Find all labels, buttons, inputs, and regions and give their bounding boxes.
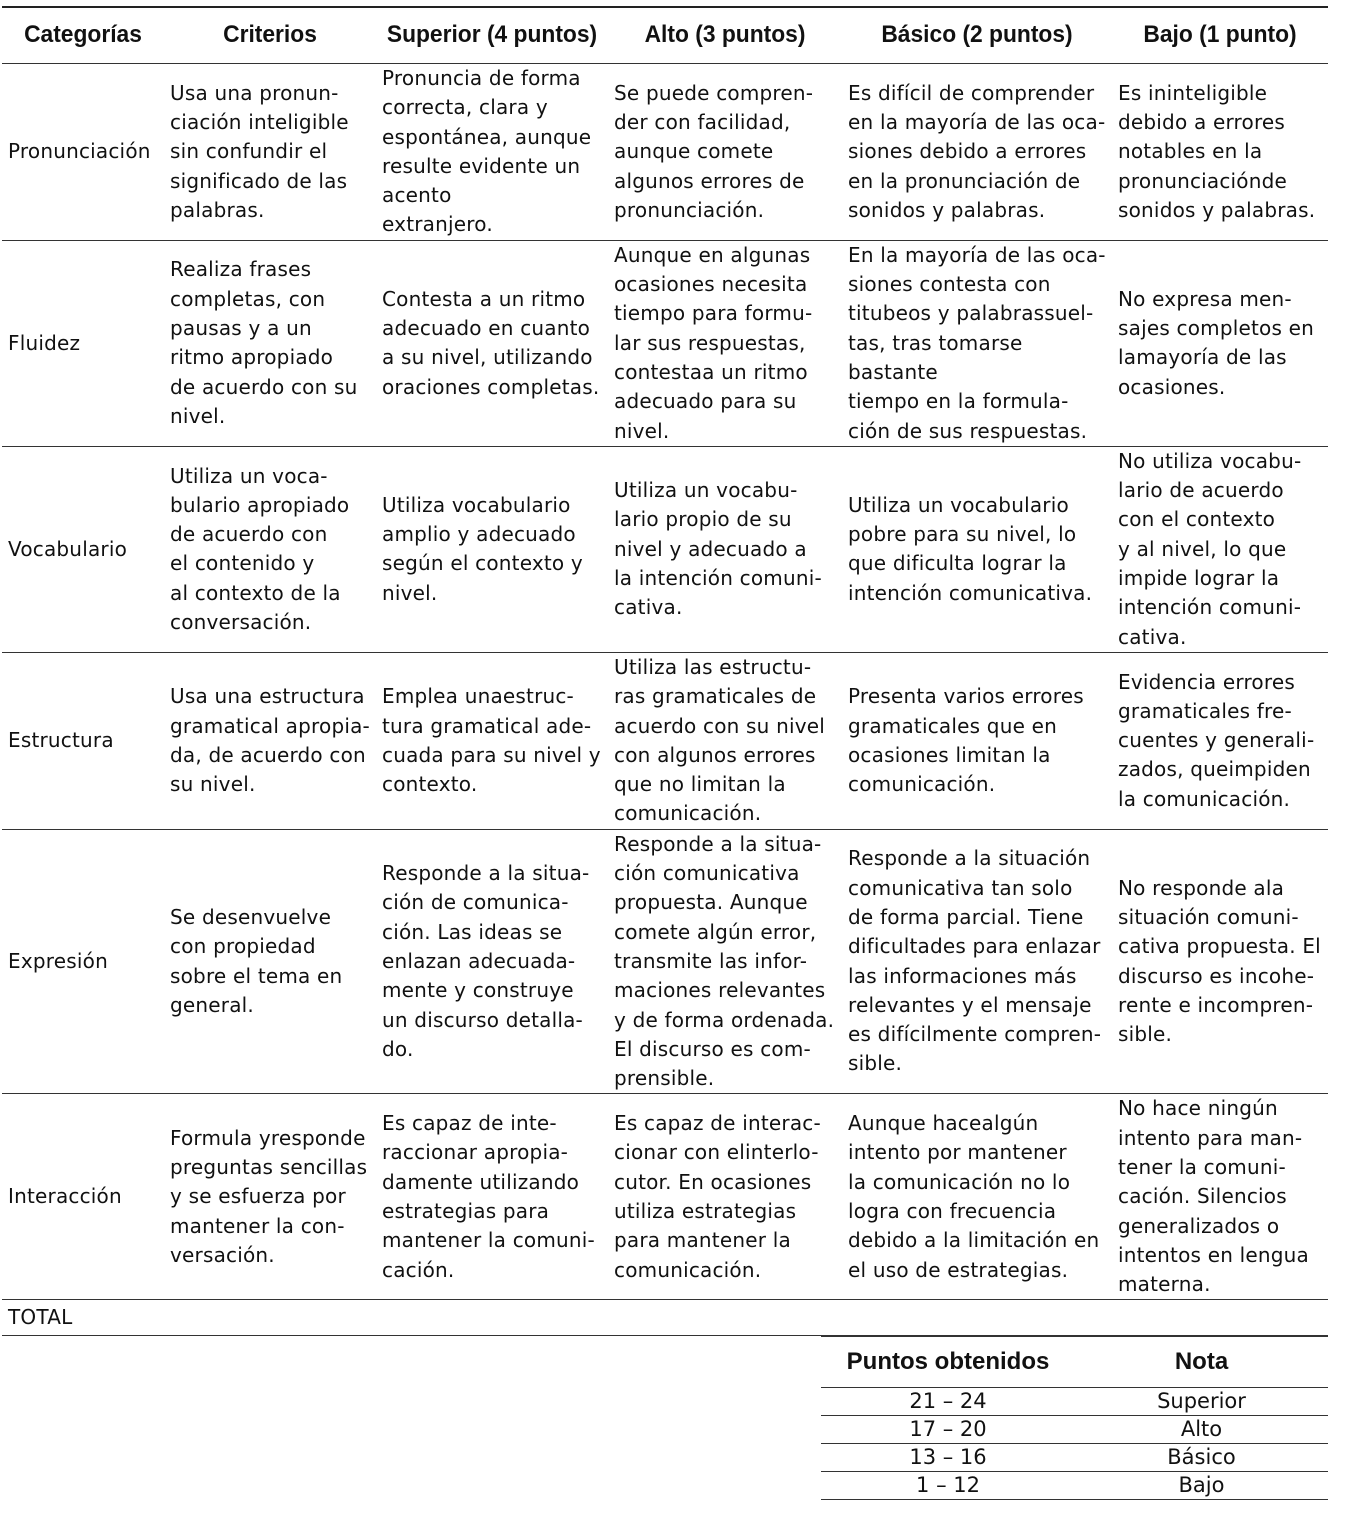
rubric-row (2, 1094, 1328, 1300)
criterion-cell: Usa una pronun- ciación inteligible sin confundir el significado de las palabras. (164, 64, 376, 241)
scale-header-points: Puntos obtenidos (821, 1337, 1075, 1388)
scale-row (821, 1388, 1328, 1416)
category-cell: Fluidez (2, 240, 164, 446)
criterion-cell: Contesta a un ritmo adecuado en cuanto a su nivel, utilizando oraciones completas. (376, 240, 608, 446)
scale-header-grade: Nota (1075, 1337, 1328, 1388)
category-cell: Expresión (2, 829, 164, 1094)
column-header: Básico (2 puntos) (849, 7, 1106, 64)
criterion-cell: Aunque en algunas ocasiones necesita tiempo para formu- lar sus respuestas, contestaa un ritmo adecuado para su nivel. (608, 240, 842, 446)
criterion-cell: Se desenvuelve con propiedad sobre el tema en general. (164, 829, 376, 1094)
criterion-cell: Utiliza un vocabulario pobre para su nivel, lo que dificulta lograr la intención comunicativa. (842, 446, 1112, 652)
criterion-cell: Es ininteligible debido a errores notables en la pronunciaciónde sonidos y palabras. (1112, 64, 1328, 241)
criterion-cell: No utiliza vocabu- lario de acuerdo con el contexto y al nivel, lo que impide lograr la intención comuni- cativa. (1112, 446, 1328, 652)
rubric-row (2, 652, 1328, 829)
scale-row (821, 1444, 1328, 1472)
header-row (2, 7, 1328, 64)
criterion-cell: Emplea unaestruc- tura gramatical ade- cuada para su nivel y contexto. (376, 652, 608, 829)
criterion-cell: Aunque hacealgún intento por mantener la comunicación no lo logra con frecuencia debido a la limitación en el uso de estrategias. (842, 1094, 1112, 1300)
criterion-cell: Responde a la situa- ción comunicativa propuesta. Aunque comete algún error, transmite las infor- maciones relevantes y de forma ordenada. El discurso es com- prensible. (608, 829, 842, 1094)
column-header: Categorías (6, 7, 160, 64)
total-value (164, 1300, 1328, 1336)
category-cell: Estructura (2, 652, 164, 829)
rubric-table (2, 7, 1328, 1336)
criterion-cell: No expresa men- sajes completos en lamayoría de las ocasiones. (1112, 240, 1328, 446)
criterion-cell: Presenta varios errores gramaticales que en ocasiones limitan la comunicación. (842, 652, 1112, 829)
scale-row (821, 1472, 1328, 1500)
points-range-cell: 13 – 16 (821, 1444, 1075, 1472)
grade-cell: Superior (1075, 1388, 1328, 1416)
scale-row (821, 1416, 1328, 1444)
category-cell: Vocabulario (2, 446, 164, 652)
column-header: Bajo (1 punto) (1117, 7, 1322, 64)
criterion-cell: Pronuncia de forma correcta, clara y espontánea, aunque resulte evidente un acento extranjero. (376, 64, 608, 241)
grade-cell: Alto (1075, 1416, 1328, 1444)
criterion-cell: Realiza frases completas, con pausas y a un ritmo apropiado de acuerdo con su nivel. (164, 240, 376, 446)
criterion-cell: Utiliza un voca- bulario apropiado de acuerdo con el contenido y al contexto de la conversación. (164, 446, 376, 652)
criterion-cell: No responde ala situación comuni- cativa propuesta. El discurso es incohe- rente e incompren- sible. (1112, 829, 1328, 1094)
total-row (2, 1300, 1328, 1336)
column-header: Alto (3 puntos) (614, 7, 836, 64)
rubric-row (2, 446, 1328, 652)
criterion-cell: Formula yresponde preguntas sencillas y se esfuerza por mantener la con- versación. (164, 1094, 376, 1300)
criterion-cell: Utiliza las estructu- ras gramaticales de acuerdo con su nivel con algunos errores que no limitan la comunicación. (608, 652, 842, 829)
grade-cell: Básico (1075, 1444, 1328, 1472)
criterion-cell: Es difícil de comprender en la mayoría de las oca- siones debido a errores en la pronunciación de sonidos y palabras. (842, 64, 1112, 241)
criterion-cell: Usa una estructura gramatical apropia- da, de acuerdo con su nivel. (164, 652, 376, 829)
criterion-cell: Responde a la situa- ción de comunica- ción. Las ideas se enlazan adecuada- mente y construye un discurso detalla- do. (376, 829, 608, 1094)
scale-header-row (821, 1337, 1328, 1388)
column-header: Criterios (169, 7, 370, 64)
criterion-cell: Es capaz de inte- raccionar apropia- damente utilizando estrategias para mantener la comuni- cación. (376, 1094, 608, 1300)
grade-cell: Bajo (1075, 1472, 1328, 1500)
points-range-cell: 17 – 20 (821, 1416, 1075, 1444)
points-range-cell: 21 – 24 (821, 1388, 1075, 1416)
category-cell: Pronunciación (2, 64, 164, 241)
points-range-cell: 1 – 12 (821, 1472, 1075, 1500)
criterion-cell: Se puede compren- der con facilidad, aunque comete algunos errores de pronunciación. (608, 64, 842, 241)
total-label: TOTAL (2, 1300, 164, 1336)
criterion-cell: Responde a la situación comunicativa tan solo de forma parcial. Tiene dificultades para enlazar las informaciones más relevantes y el mensaje es difícilmente compren- sible. (842, 829, 1112, 1094)
criterion-cell: Es capaz de interac- cionar con elinterlo- cutor. En ocasiones utiliza estrategias para mantener la comunicación. (608, 1094, 842, 1300)
grade-scale-table (821, 1336, 1328, 1500)
rubric-row (2, 64, 1328, 241)
criterion-cell: No hace ningún intento para man- tener la comuni- cación. Silencios generalizados o intentos en lengua materna. (1112, 1094, 1328, 1300)
criterion-cell: En la mayoría de las oca- siones contesta con titubeos y palabrassuel- tas, tras tomarse bastante tiempo en la formula- ción de sus respuestas. (842, 240, 1112, 446)
criterion-cell: Utiliza un vocabu- lario propio de su nivel y adecuado a la intención comuni- cativa. (608, 446, 842, 652)
column-header: Superior (4 puntos) (382, 7, 602, 64)
rubric-row (2, 829, 1328, 1094)
category-cell: Interacción (2, 1094, 164, 1300)
criterion-cell: Evidencia errores gramaticales fre- cuentes y generali- zados, queimpiden la comunicación. (1112, 652, 1328, 829)
rubric-row (2, 240, 1328, 446)
criterion-cell: Utiliza vocabulario amplio y adecuado según el contexto y nivel. (376, 446, 608, 652)
